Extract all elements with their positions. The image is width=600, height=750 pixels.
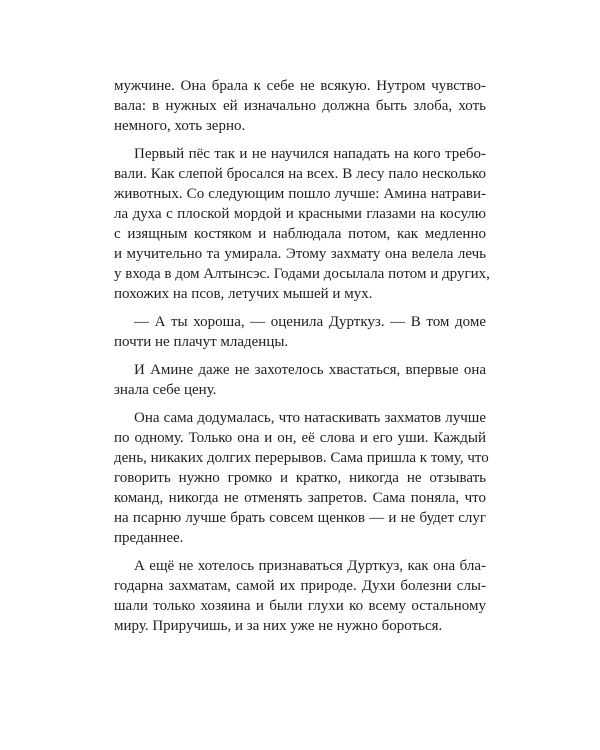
text-line: преданнее. (114, 530, 184, 546)
text-line: вала: в нужных ей изначально должна быть злоба, хоть (114, 98, 486, 114)
text-line: А ещё не хотелось признаваться Дурткуз, как она бла- (134, 558, 486, 574)
text-line: по одному. Только она и он, её слова и его уши. Каждый (114, 430, 486, 446)
paragraph (114, 312, 486, 352)
body-text (114, 76, 490, 636)
paragraph (114, 408, 489, 548)
text-line: ла духа с плоской мордой и красными глазами на косулю (114, 206, 486, 222)
text-line: И Амине даже не захотелось хвастаться, впервые она (134, 362, 486, 378)
text-line: животных. Со следующим пошло лучше: Амина натрави- (114, 186, 486, 202)
text-line: Она сама додумалась, что натаскивать захматов лучше (134, 410, 486, 426)
text-line: миру. Приручишь, и за них уже не нужно бороться. (114, 618, 443, 634)
text-line: у входа в дом Алтынсэс. Годами досылала потом и других, (114, 266, 490, 282)
text-line: почти не плачут младенцы. (114, 334, 289, 350)
text-line: знала себе цену. (114, 382, 217, 398)
text-line: — А ты хороша, — оценила Дурткуз. — В том доме (134, 314, 486, 330)
text-line: мужчине. Она брала к себе не всякую. Нутром чувство- (114, 78, 486, 94)
text-line: шали только хозяина и были глухи ко всему остальному (114, 598, 486, 614)
text-line: с изящным костяком и наблюдала потом, как медленно (114, 226, 486, 242)
text-line: на псарню лучше брать совсем щенков — и не будет слуг (114, 510, 486, 526)
text-line: день, никаких долгих перерывов. Сама пришла к тому, что (114, 450, 489, 466)
paragraph (114, 360, 486, 400)
text-line: годарна захматам, самой их природе. Духи болезни слы- (114, 578, 486, 594)
paragraph (114, 144, 490, 304)
paragraph (114, 76, 486, 136)
text-line: вали. Как слепой бросался на всех. В лесу пало несколько (114, 166, 486, 182)
text-line: говорить нужно громко и кратко, никогда не отзывать (114, 470, 486, 486)
paragraph (114, 556, 486, 636)
text-line: похожих на псов, летучих мышей и мух. (114, 286, 373, 302)
text-line: Первый пёс так и не научился нападать на кого требо- (134, 146, 486, 162)
text-line: команд, никогда не отменять запретов. Сама поняла, что (114, 490, 486, 506)
text-line: и мучительно та умирала. Этому захмату она велела лечь (114, 246, 486, 262)
text-line: немного, хоть зерно. (114, 118, 246, 134)
